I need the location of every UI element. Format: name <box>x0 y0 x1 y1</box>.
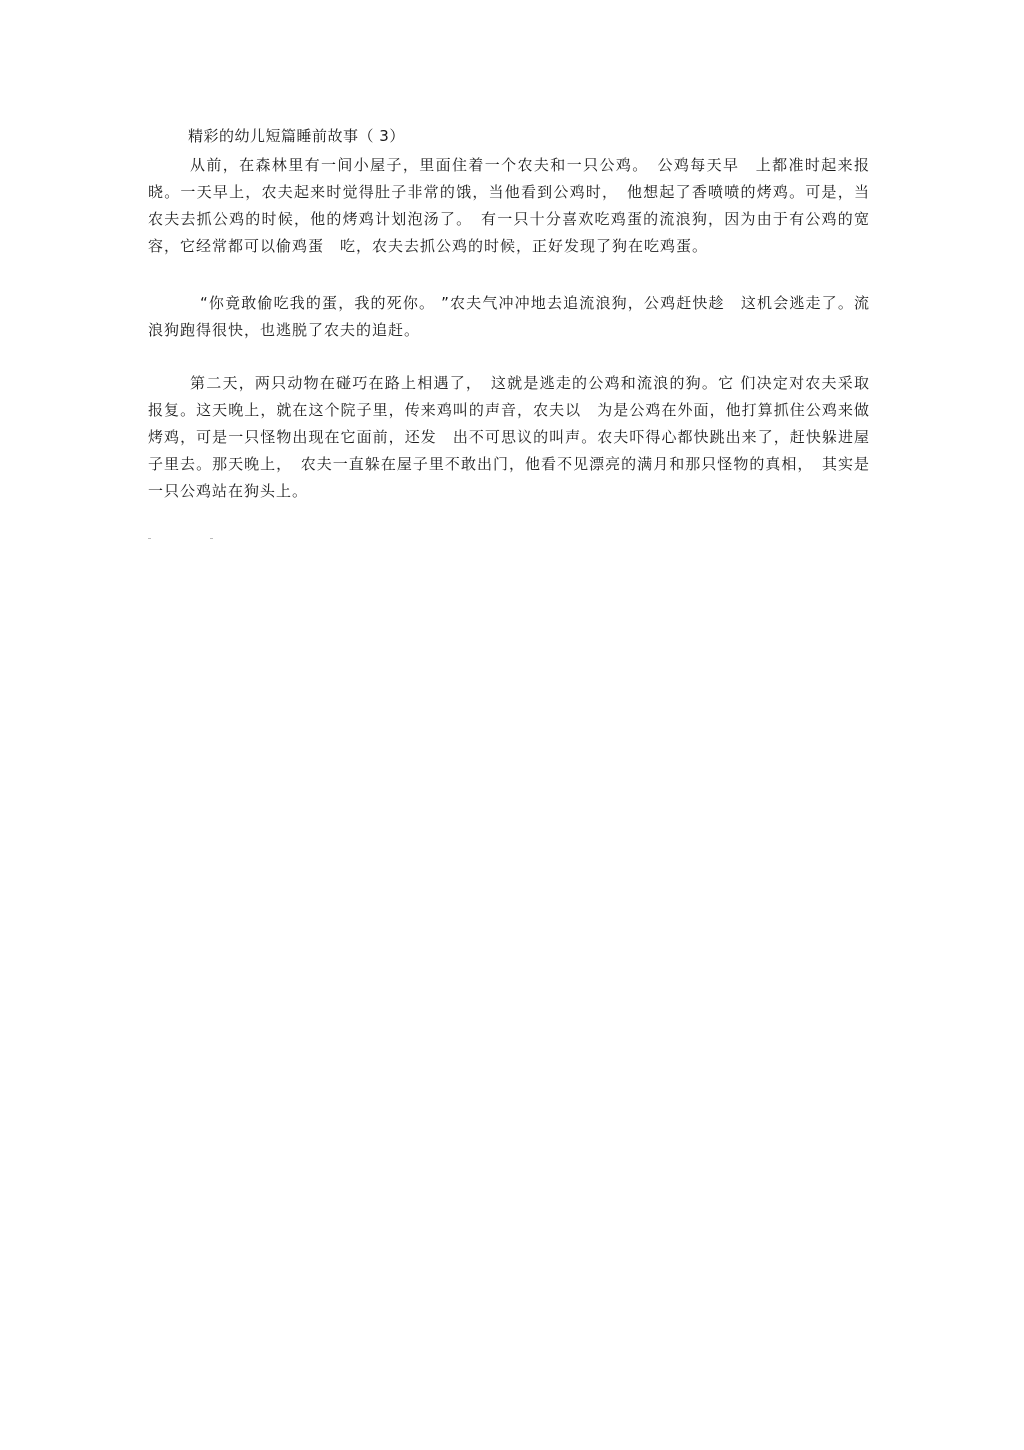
scan-mark <box>210 538 213 539</box>
paragraph-2: “你竟敢偷吃我的蛋，我的死你。 ”农夫气冲冲地去追流浪狗，公鸡赶快趁 这机会逃走了。流浪狗跑得很快，也逃脱了农夫的追赶。 <box>148 294 870 339</box>
paragraph-3: 第二天，两只动物在碰巧在路上相遇了， 这就是逃走的公鸡和流浪的狗。它 们决定对农夫采取报复。这天晚上，就在这个院子里，传来鸡叫的声音，农夫以 为是公鸡在外面，他打算抓住公鸡来做烤鸡，可是一只怪物出现在它面前，还发 出不可思议的叫声。农夫吓得心都快跳出来了，赶快躲进屋子里去。那天晚上， 农夫一直躲在屋子里不敢出门，他看不见漂亮的满月和那只怪物的真相， 其实是 一只公鸡站在狗头上。 <box>148 374 870 500</box>
paragraph-1: 从前，在森林里有一间小屋子，里面住着一个农夫和一只公鸡。 公鸡每天早 上都准时起来报晓。一天早上，农夫起来时觉得肚子非常的饿，当他看到公鸡时， 他想起了香喷喷的烤鸡。可是，当农夫去抓公鸡的时候，他的烤鸡计划泡汤了。 有一只十分喜欢吃鸡蛋的流浪狗，因为由于有公鸡的宽容，它经常都可以偷鸡蛋 吃，农夫去抓公鸡的时候，正好发现了狗在吃鸡蛋。 <box>148 156 870 255</box>
scan-marks <box>148 538 218 540</box>
document-title: 精彩的幼儿短篇睡前故事（ 3） <box>188 127 405 145</box>
scan-mark <box>148 538 151 539</box>
